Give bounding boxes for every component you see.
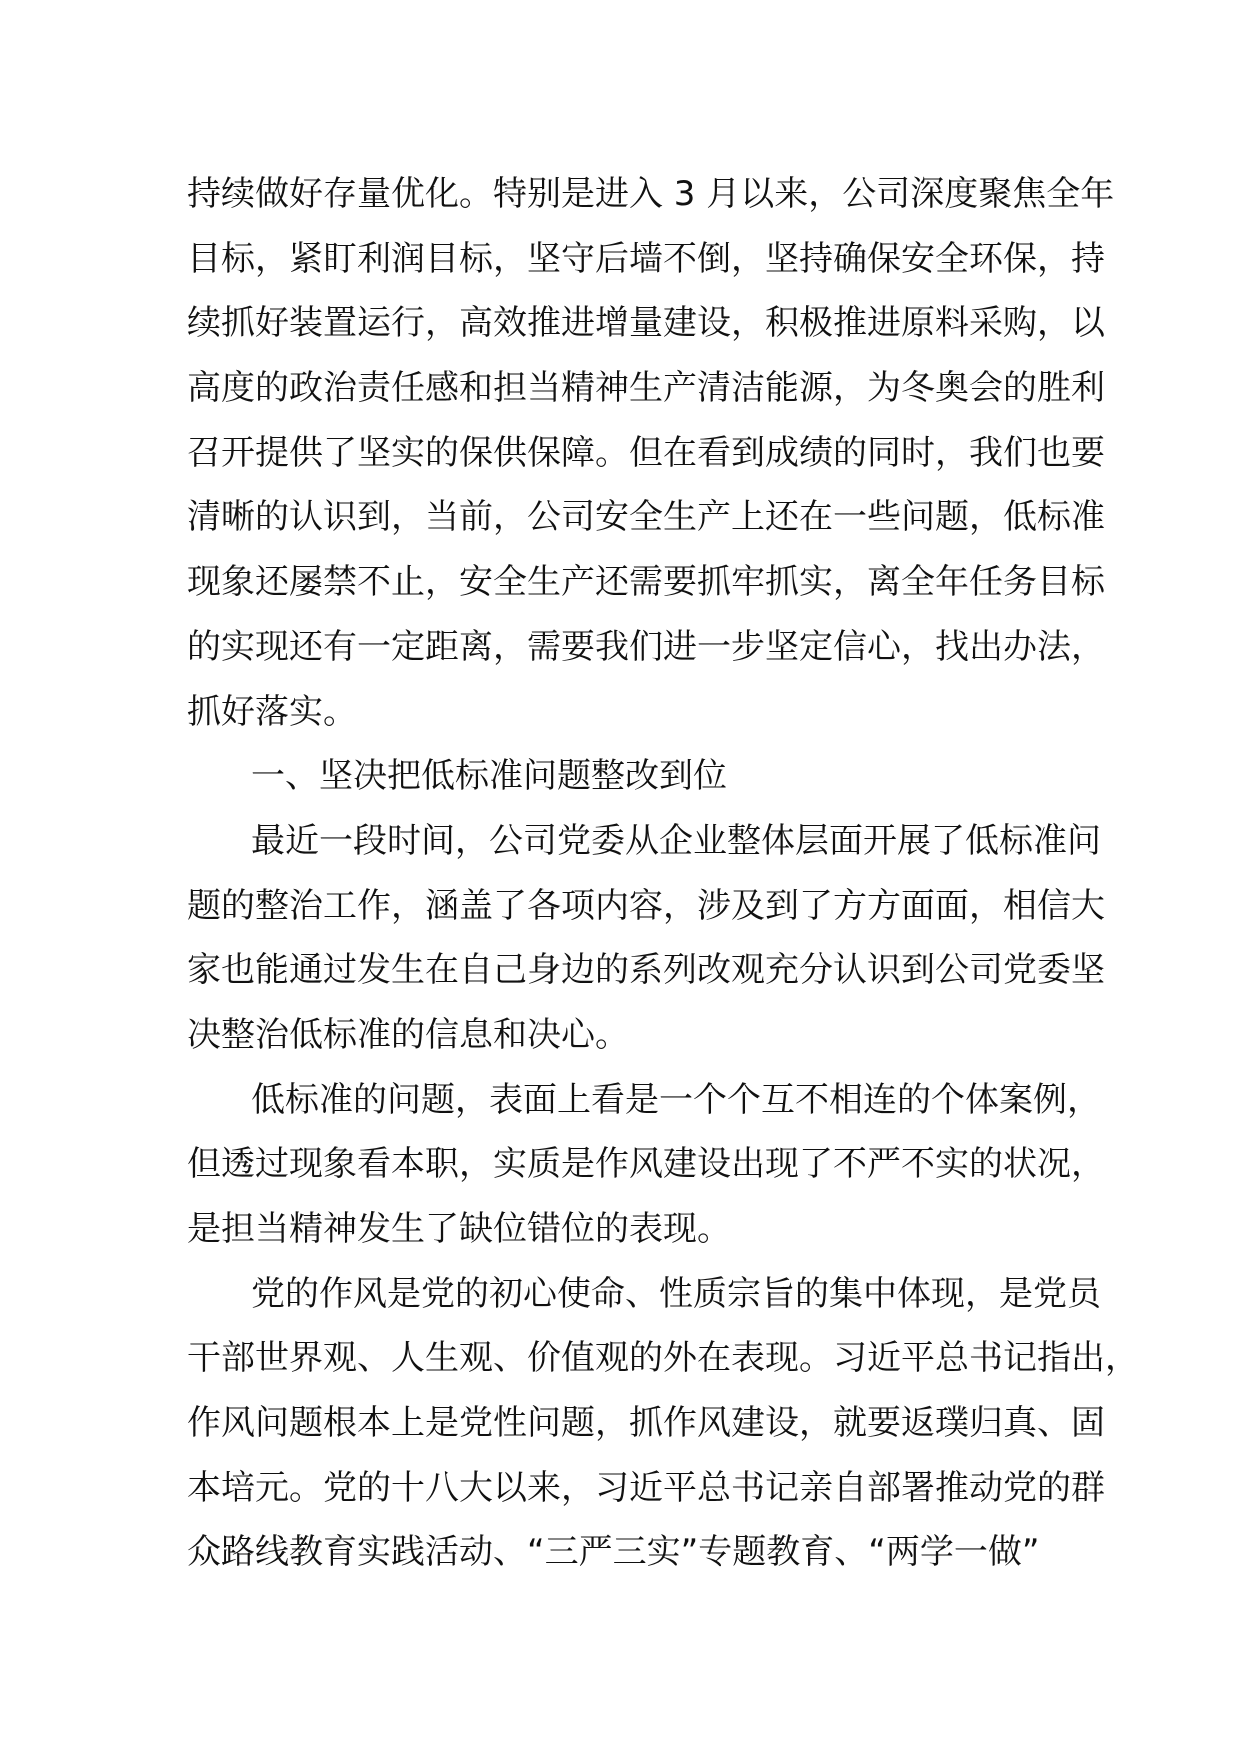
text-line: 作风问题根本上是党性问题，抓作风建设，就要返璞归真、固 bbox=[187, 1403, 1105, 1444]
text-line: 持续做好存量优化。特别是进入 3 月以来，公司深度聚焦全年 bbox=[187, 174, 1115, 214]
text-line: 续抓好装置运行，高效推进增量建设，积极推进原料采购，以 bbox=[187, 303, 1105, 344]
text-line: 决整治低标准的信息和决心。 bbox=[187, 1014, 629, 1055]
text-line: 党的作风是党的初心使命、性质宗旨的集中体现，是党员 bbox=[251, 1273, 1101, 1314]
text-line: 众路线教育实践活动、“三严三实”专题教育、“两学一做” bbox=[187, 1532, 1040, 1573]
text-line: 本培元。党的十八大以来，习近平总书记亲自部署推动党的群 bbox=[187, 1467, 1105, 1508]
text-line: 目标，紧盯利润目标，坚守后墙不倒，坚持确保安全环保，持 bbox=[187, 238, 1105, 279]
text-line: 高度的政治责任感和担当精神生产清洁能源，为冬奥会的胜利 bbox=[187, 368, 1105, 409]
text-line: 干部世界观、人生观、价值观的外在表现。习近平总书记指出， bbox=[187, 1338, 1139, 1379]
text-line: 是担当精神发生了缺位错位的表现。 bbox=[187, 1209, 731, 1249]
text-line: 最近一段时间，公司党委从企业整体层面开展了低标准问 bbox=[251, 820, 1101, 861]
text-line: 抓好落实。 bbox=[187, 691, 357, 732]
section-heading: 一、坚决把低标准问题整改到位 bbox=[251, 756, 727, 797]
text-line: 但透过现象看本职，实质是作风建设出现了不严不实的状况， bbox=[187, 1144, 1105, 1185]
text-line: 现象还屡禁不止，安全生产还需要抓牢抓实，离全年任务目标 bbox=[187, 562, 1105, 603]
body-text bbox=[187, 162, 1139, 1585]
text-line: 的实现还有一定距离，需要我们进一步坚定信心，找出办法， bbox=[187, 626, 1105, 667]
text-line: 召开提供了坚实的保供保障。但在看到成绩的同时，我们也要 bbox=[187, 432, 1105, 473]
text-line: 低标准的问题，表面上看是一个个互不相连的个体案例， bbox=[251, 1079, 1101, 1120]
text-line: 清晰的认识到，当前，公司安全生产上还在一些问题，低标准 bbox=[187, 497, 1105, 538]
text-line: 题的整治工作，涵盖了各项内容，涉及到了方方面面，相信大 bbox=[187, 885, 1105, 926]
text-line: 家也能通过发生在自己身边的系列改观充分认识到公司党委坚 bbox=[187, 950, 1105, 991]
